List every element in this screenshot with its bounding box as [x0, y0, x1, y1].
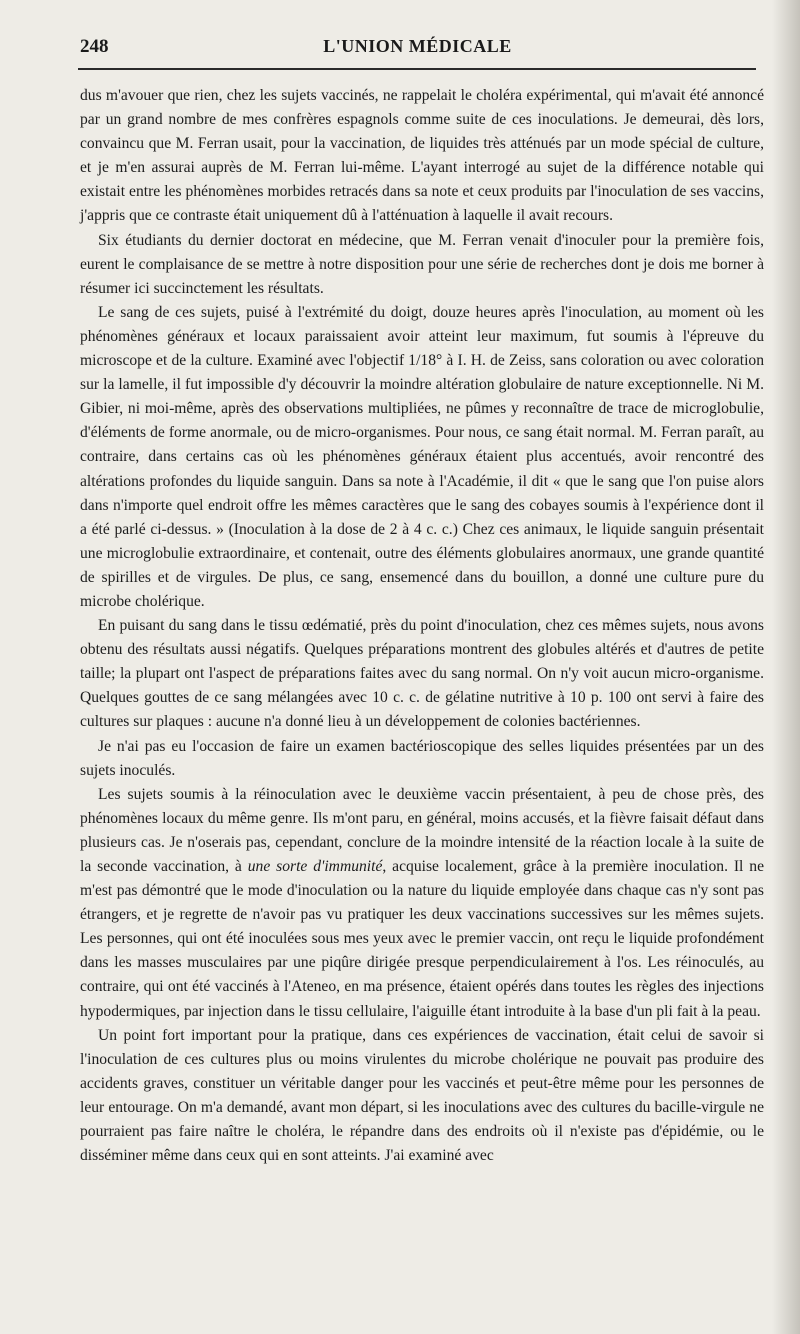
- paragraph-6-text-after: , acquise localement, grâce à la première inoculation. Il ne m'est pas démontré que le mode d'inoculation ou la nature du liquide employée dans chaque cas n'y sont pas étrangers, et je regrette de n'avoir pas vu pratiquer les deux vaccinations successives sur les mêmes sujets. Les personnes, qui ont été inoculées sous mes yeux avec le premier vaccin, ont reçu le liquide profondément dans les masses musculaires par une piqûre dirigée presque perpendiculairement à l'os. Les réinoculés, au contraire, qui ont été vaccinés à l'Ateneo, en ma présence, étaient opérés dans toutes les règles des injections hypodermiques, par injection dans le tissu cellulaire, l'aiguille étant introduite à la base d'un pli fait à la peau.: [80, 858, 764, 1020]
- paragraph-4: En puisant du sang dans le tissu œdématié, près du point d'inoculation, chez ces mêmes sujets, nous avons obtenu des résultats aussi négatifs. Quelques préparations montrent des globules altérés et d'autres de petite taille; la plupart ont l'aspect de préparations faites avec du sang normal. On n'y voit aucun micro-organisme. Quelques gouttes de ce sang mélangées avec 10 c. c. de gélatine nutritive à 10 p. 100 ont servi à faire des cultures sur plaques : aucune n'a donné lieu à un développement de colonies bactériennes.: [80, 617, 764, 731]
- article-body: [80, 84, 764, 1168]
- paragraph-3: Le sang de ces sujets, puisé à l'extrémité du doigt, douze heures après l'inoculation, au moment où les phénomènes généraux et locaux paraissaient avoir atteint leur maximum, fut soumis à l'épreuve du microscope et de la culture. Examiné avec l'objectif 1/18° à I. H. de Zeiss, sans coloration ou avec coloration sur la lamelle, il fut impossible d'y découvrir la moindre altération globulaire de nature exceptionnelle. Ni M. Gibier, ni moi-même, après des observations multipliées, ne pûmes y reconnaître de trace de microglobulie, d'éléments de forme anormale, ou de micro-organismes. Pour nous, ce sang était normal. M. Ferran paraît, au contraire, dans certains cas où les phénomènes généraux étaient plus accentués, avoir rencontré des altérations profondes du liquide sanguin. Dans sa note à l'Académie, il dit « que le sang que l'on puise alors dans n'importe quel endroit offre les mêmes caractères que le sang des cobayes soumis à l'expérience dont il a été parlé ci-dessus. » (Inoculation à la dose de 2 à 4 c. c.) Chez ces animaux, le liquide sanguin présentait une microglobulie extraordinaire, et contenait, outre des éléments globulaires anormaux, une grande quantité de spirilles et de virgules. De plus, ce sang, ensemencé dans du bouillon, a donné une culture pure du microbe cholérique.: [80, 303, 764, 610]
- page-header: [80, 32, 755, 66]
- paragraph-1: dus m'avouer que rien, chez les sujets vaccinés, ne rappelait le choléra expérimental, qui m'avait été annoncé par un grand nombre de mes confrères espagnols comme suite de ces inoculations. Je demeurai, dès lors, convaincu que M. Ferran usait, pour la vaccination, de liquides très atténués par un mode spécial de culture, et je m'en assurai auprès de M. Ferran lui-même. L'ayant interrogé au sujet de la différence notable qui existait entre les phénomènes morbides retracés dans sa note et ceux produits par l'inoculation de ses vaccins, j'appris que ce contraste était uniquement dû à l'atténuation à laquelle il avait recours.: [80, 87, 764, 225]
- paragraph-6: [80, 783, 764, 1024]
- paragraph-6-text-before: Les sujets soumis à la réinoculation avec le deuxième vaccin présentaient, à peu de chose près, des phénomènes locaux du même genre. Ils m'ont paru, en général, moins accusés, et la fièvre faisait défaut dans plusieurs cas. Je n'oserais pas, cependant, conclure de la moindre intensité de la réaction locale à la suite de la seconde vaccination, à: [80, 785, 764, 875]
- paragraph-2: Six étudiants du dernier doctorat en médecine, que M. Ferran venait d'inoculer pour la première fois, eurent le complaisance de se mettre à notre disposition pour une série de recherches dont je dois me borner à résumer ici succinctement les résultats.: [80, 231, 764, 297]
- paragraph-7: Un point fort important pour la pratique, dans ces expériences de vaccination, était celui de savoir si l'inoculation de ces cultures plus ou moins virulentes du microbe cholérique ne pouvait pas produire des accidents graves, constituer un véritable danger pour les vaccinés et peut-être même pour les personnes de leur entourage. On m'a demandé, avant mon départ, si les inoculations avec des cultures du bacille-virgule ne pourraient pas faire naître le choléra, le répandre dans des endroits où il n'existe pas d'épidémie, ou le disséminer même dans ceux qui en sont atteints. J'ai examiné avec: [80, 1026, 764, 1165]
- page-number: 248: [80, 36, 109, 57]
- header-rule: [78, 68, 756, 70]
- running-title: L'UNION MÉDICALE: [323, 36, 512, 56]
- paragraph-5: Je n'ai pas eu l'occasion de faire un examen bactérioscopique des selles liquides présentées par un des sujets inoculés.: [80, 737, 764, 779]
- paragraph-6-italic-phrase: une sorte d'immunité: [247, 858, 383, 875]
